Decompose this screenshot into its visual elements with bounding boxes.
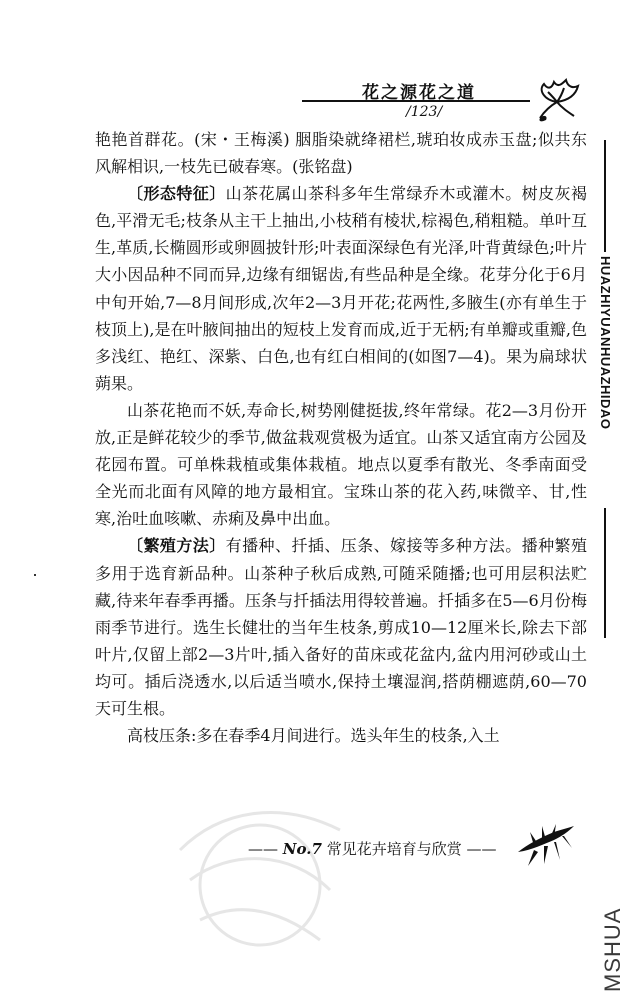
- leafy-branch-icon: [514, 822, 576, 876]
- watermark-text: MSHUA: [600, 907, 625, 992]
- propagation-text: 有播种、扦插、压条、嫁接等多种方法。播种繁殖多用于选育新品种。山茶种子秋后成熟,可随采随播;也可用层积法贮藏,待来年春季再播。压条与扦插法用得较普遍。扦插多在5—6月份梅雨季节进行。选生长健壮的当年生枝条,剪成10—12厘米长,除去下部叶片,仅留上部2—3片叶,插入备好的苗床或花盆内,盆内用河砂或山土均可。插后浇透水,以后适当喷水,保持土壤湿润,搭荫棚遮荫,60—70天可生根。: [95, 536, 587, 718]
- footer-chapter-title: 常见花卉培育与欣赏: [326, 840, 462, 858]
- paragraph-poem: 艳艳首群花。(宋・王梅溪) 胭脂染就绛裙栏,琥珀妆成赤玉盘;似共东风解相识,一枝先已破春寒。(张铭盘): [95, 130, 587, 177]
- margin-dot: [34, 574, 36, 576]
- running-footer: [248, 838, 496, 859]
- paragraph-description: 山茶花艳而不妖,寿命长,树势刚健挺拔,终年常绿。花2—3月份开放,正是鲜花较少的季节,做盆栽观赏极为适宜。山茶又适宜南方公园及花园布置。可单株栽植或集体栽植。地点以夏季有散光、冬季南面受全光而北面有风障的地方最相宜。宝珠山茶的花入药,味微辛、甘,性寒,治吐血咳嗽、赤痢及鼻中出血。: [95, 400, 587, 529]
- footer-dash-right: ——: [461, 840, 497, 858]
- watermark-stamp: [160, 790, 360, 970]
- morphology-text: 山茶花属山茶科多年生常绿乔木或灌木。树皮灰褐色,平滑无毛;枝条从主干上抽出,小枝稍有棱状,棕褐色,稍粗糙。单叶互生,革质,长椭圆形或卵圆披针形;叶表面深绿色有光泽,叶背黄绿色;叶片大小因品种不同而异,边缘有细锯齿,有些品种是全缘。花芽分化于6月中旬开始,7—8月间形成,次年2—3月开花;花两性,多腋生(亦有单生于枝顶上),是在叶腋间抽出的短枝上发育而成,近于无柄;有单瓣或重瓣,色多浅红、艳红、深紫、白色,也有红白相间的(如图7—4)。果为扁球状蒴果。: [95, 184, 587, 393]
- running-header-title: 花之源花之道: [362, 83, 476, 103]
- page-number: /123/: [406, 104, 443, 120]
- flower-icon: [534, 78, 580, 122]
- footer-dash-left: ——: [248, 840, 283, 858]
- side-running-title: HUAZHIYUANHUAZHIDAO: [598, 256, 613, 430]
- footer-chapter-number: No.7: [282, 840, 322, 858]
- section-tag-morphology: 〔形态特征〕: [127, 184, 226, 204]
- paragraph-layering: 高枝压条:多在春季4月间进行。选头年生的枝条,入土: [127, 726, 500, 746]
- paragraph-propagation: [95, 532, 587, 722]
- side-rule-top: [604, 140, 606, 252]
- paragraph-morphology: [95, 180, 587, 397]
- body-text: [95, 126, 587, 749]
- side-rule-bottom: [604, 508, 606, 638]
- section-tag-propagation: 〔繁殖方法〕: [127, 536, 226, 556]
